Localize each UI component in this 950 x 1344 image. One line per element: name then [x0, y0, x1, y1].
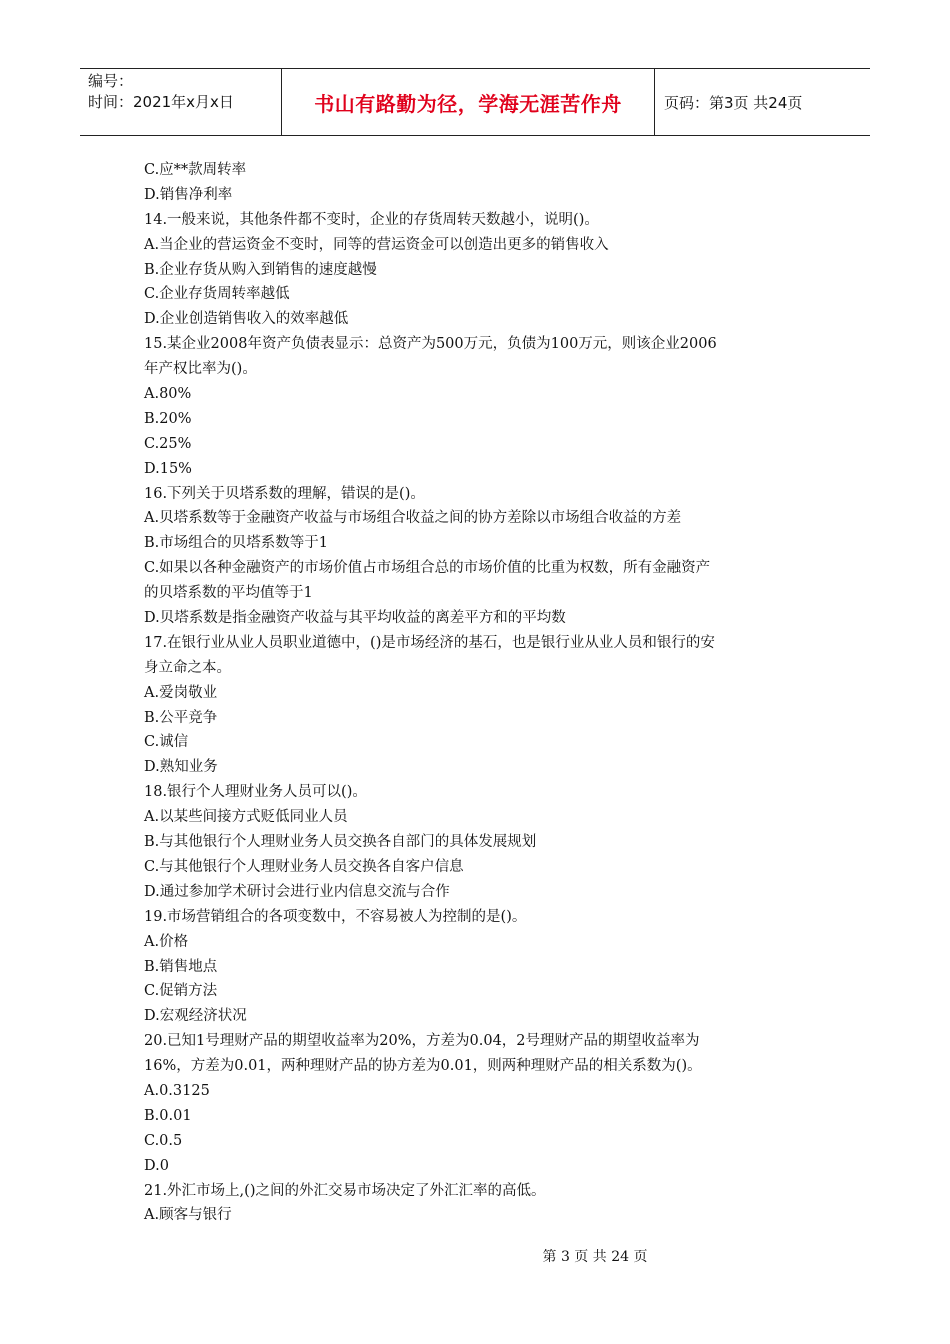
text-line: D.15%	[144, 460, 192, 477]
text-line: C.0.5	[144, 1132, 183, 1149]
text-line: B.销售地点	[144, 958, 218, 975]
text-line: D.0	[144, 1157, 169, 1174]
text-line: A.80%	[144, 386, 192, 403]
text-line: D.宏观经济状况	[144, 1008, 247, 1025]
text-line: A.贝塔系数等于金融资产收益与市场组合收益之间的协方差除以市场组合收益的方差	[144, 510, 682, 527]
document-body	[144, 158, 814, 1228]
text-line: 年产权比率为()。	[144, 361, 257, 378]
text-line: C.25%	[144, 435, 192, 452]
text-line: B.0.01	[144, 1107, 192, 1124]
text-line: B.市场组合的贝塔系数等于1	[144, 535, 328, 552]
text-line: A.价格	[144, 933, 189, 950]
text-line: 16%，方差为0.01，两种理财产品的协方差为0.01，则两种理财产品的相关系数为()。	[144, 1058, 702, 1075]
text-line: C.诚信	[144, 734, 189, 751]
text-line: D.企业创造销售收入的效率越低	[144, 311, 349, 328]
text-line: C.促销方法	[144, 983, 218, 1000]
text-line: B.20%	[144, 410, 192, 427]
time-label: 时间：2021年x月x日	[88, 93, 234, 111]
text-line: A.以某些间接方式贬低同业人员	[144, 809, 348, 826]
text-line: 21.外汇市场上,()之间的外汇交易市场决定了外汇汇率的高低。	[144, 1182, 546, 1199]
text-line: 15.某企业2008年资产负债表显示：总资产为500万元，负债为100万元，则该企业2006	[144, 336, 717, 353]
text-line: D.熟知业务	[144, 759, 218, 776]
header-motto: 书山有路勤为径，学海无涯苦作舟	[314, 91, 622, 116]
text-line: C.如果以各种金融资产的市场价值占市场组合总的市场价值的比重为权数，所有金融资产	[144, 560, 711, 577]
text-line: A.爱岗敬业	[144, 684, 218, 701]
header-meta	[88, 71, 234, 113]
text-line: D.贝塔系数是指金融资产收益与其平均收益的离差平方和的平均数	[144, 610, 566, 627]
text-line: B.企业存货从购入到销售的速度越慢	[144, 261, 377, 278]
page-footer: 第 3 页 共 24 页	[542, 1249, 648, 1265]
header-divider	[654, 69, 655, 135]
text-line: B.与其他银行个人理财业务人员交换各自部门的具体发展规划	[144, 834, 537, 851]
text-line: 17.在银行业从业人员职业道德中，()是市场经济的基石，也是银行业从业人员和银行的安	[144, 634, 715, 651]
text-line: 14.一般来说，其他条件都不变时，企业的存货周转天数越小，说明()。	[144, 211, 599, 228]
text-line: 16.下列关于贝塔系数的理解，错误的是()。	[144, 485, 425, 502]
text-line: D.销售净利率	[144, 186, 233, 203]
text-line: A.当企业的营运资金不变时，同等的营运资金可以创造出更多的销售收入	[144, 236, 609, 253]
text-line: C.企业存货周转率越低	[144, 286, 290, 303]
text-line: C.应**款周转率	[144, 162, 247, 178]
text-line: 身立命之本。	[144, 659, 231, 676]
page-header	[80, 68, 870, 136]
text-line: B.公平竞争	[144, 709, 218, 726]
text-line: 18.银行个人理财业务人员可以()。	[144, 784, 367, 801]
text-line: 的贝塔系数的平均值等于1	[144, 585, 313, 602]
header-page-info: 页码：第3页 共24页	[664, 93, 803, 112]
text-line: C.与其他银行个人理财业务人员交换各自客户信息	[144, 858, 464, 875]
text-line: 20.已知1号理财产品的期望收益率为20%，方差为0.04，2号理财产品的期望收益率为	[144, 1033, 700, 1050]
text-line: A.顾客与银行	[144, 1207, 232, 1224]
text-line: D.通过参加学术研讨会进行业内信息交流与合作	[144, 883, 450, 900]
text-line: 19.市场营销组合的各项变数中，不容易被人为控制的是()。	[144, 908, 527, 925]
text-line: A.0.3125	[144, 1082, 210, 1099]
number-label: 编号：	[88, 72, 134, 90]
